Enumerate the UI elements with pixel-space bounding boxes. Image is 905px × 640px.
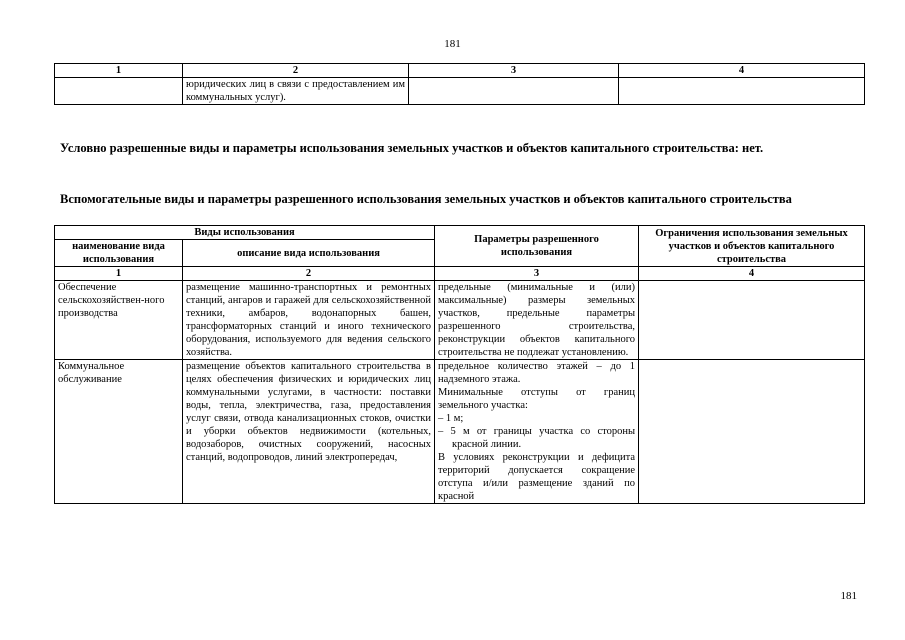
use-name: Коммунальное обслуживание	[55, 360, 183, 504]
heading-auxiliary-uses: Вспомогательные виды и параметры разрешенного использования земельных участков и объектов капитального строительства	[60, 192, 792, 206]
header-use-types: Виды использования	[55, 226, 435, 240]
page-number-top: 181	[444, 38, 461, 50]
col-number-4: 4	[639, 267, 865, 281]
use-restrictions	[639, 360, 865, 504]
continuation-cell-1	[55, 78, 183, 105]
use-parameters: предельные (минимальные и (или) максимальные) размеры земельных участков, предельные параметры разрешенного строительства, реконструкции объектов капитального строительства не подлежат установлению.	[435, 281, 639, 360]
use-restrictions	[639, 281, 865, 360]
continuation-cell-3	[409, 78, 619, 105]
params-bullet-2: – 5 м от границы участка со стороны красной линии.	[438, 426, 636, 450]
col-number-3: 3	[409, 64, 619, 78]
header-use-description: описание вида использования	[183, 240, 435, 267]
col-number-1: 1	[55, 267, 183, 281]
params-floors: предельное количество этажей – до 1 надземного этажа.	[438, 361, 636, 385]
col-number-2: 2	[183, 64, 409, 78]
use-description: размещение машинно-транспортных и ремонтных станций, ангаров и гаражей для сельскохозяйственной техники, амбаров, водонапорных башен, трансформаторных станций и иного технического оборудования, используемого для ведения сельского хозяйства.	[183, 281, 435, 360]
use-name: Обеспечение сельскохозяйствен-ного производства	[55, 281, 183, 360]
auxiliary-uses-table	[54, 225, 865, 504]
use-description: размещение объектов капитального строительства в целях обеспечения физических и юридических лиц коммунальными услугами, в частности: поставки воды, тепла, электричества, газа, предоставления услуг связи, отвода канализационных стоков, очистки и уборки объектов недвижимости (котельных, водозаборов, очистных сооружений, насосных станций, водопроводов, линий электропередач,	[183, 360, 435, 504]
col-number-4: 4	[619, 64, 865, 78]
params-reconstruction: В условиях реконструкции и дефицита территорий допускается сокращение отступа и/или размещение зданий по красной	[438, 452, 636, 502]
continuation-text: юридических лиц в связи с предоставлением им коммунальных услуг).	[183, 78, 409, 105]
header-use-name: наименование вида использования	[55, 240, 183, 267]
header-parameters: Параметры разрешенного использования	[435, 226, 639, 267]
table-row	[55, 360, 865, 504]
use-parameters	[435, 360, 639, 504]
col-number-2: 2	[183, 267, 435, 281]
header-restrictions: Ограничения использования земельных участков и объектов капитального строительства	[639, 226, 865, 267]
params-bullet-1: – 1 м;	[438, 413, 464, 424]
params-setbacks-title: Минимальные отступы от границ земельного участка:	[438, 387, 636, 411]
continuation-table	[54, 63, 865, 105]
page-number-bottom: 181	[840, 590, 857, 602]
continuation-cell-4	[619, 78, 865, 105]
table-row	[55, 281, 865, 360]
heading-conditional-uses: Условно разрешенные виды и параметры использования земельных участков и объектов капитального строительства: нет.	[60, 141, 764, 155]
col-number-3: 3	[435, 267, 639, 281]
col-number-1: 1	[55, 64, 183, 78]
